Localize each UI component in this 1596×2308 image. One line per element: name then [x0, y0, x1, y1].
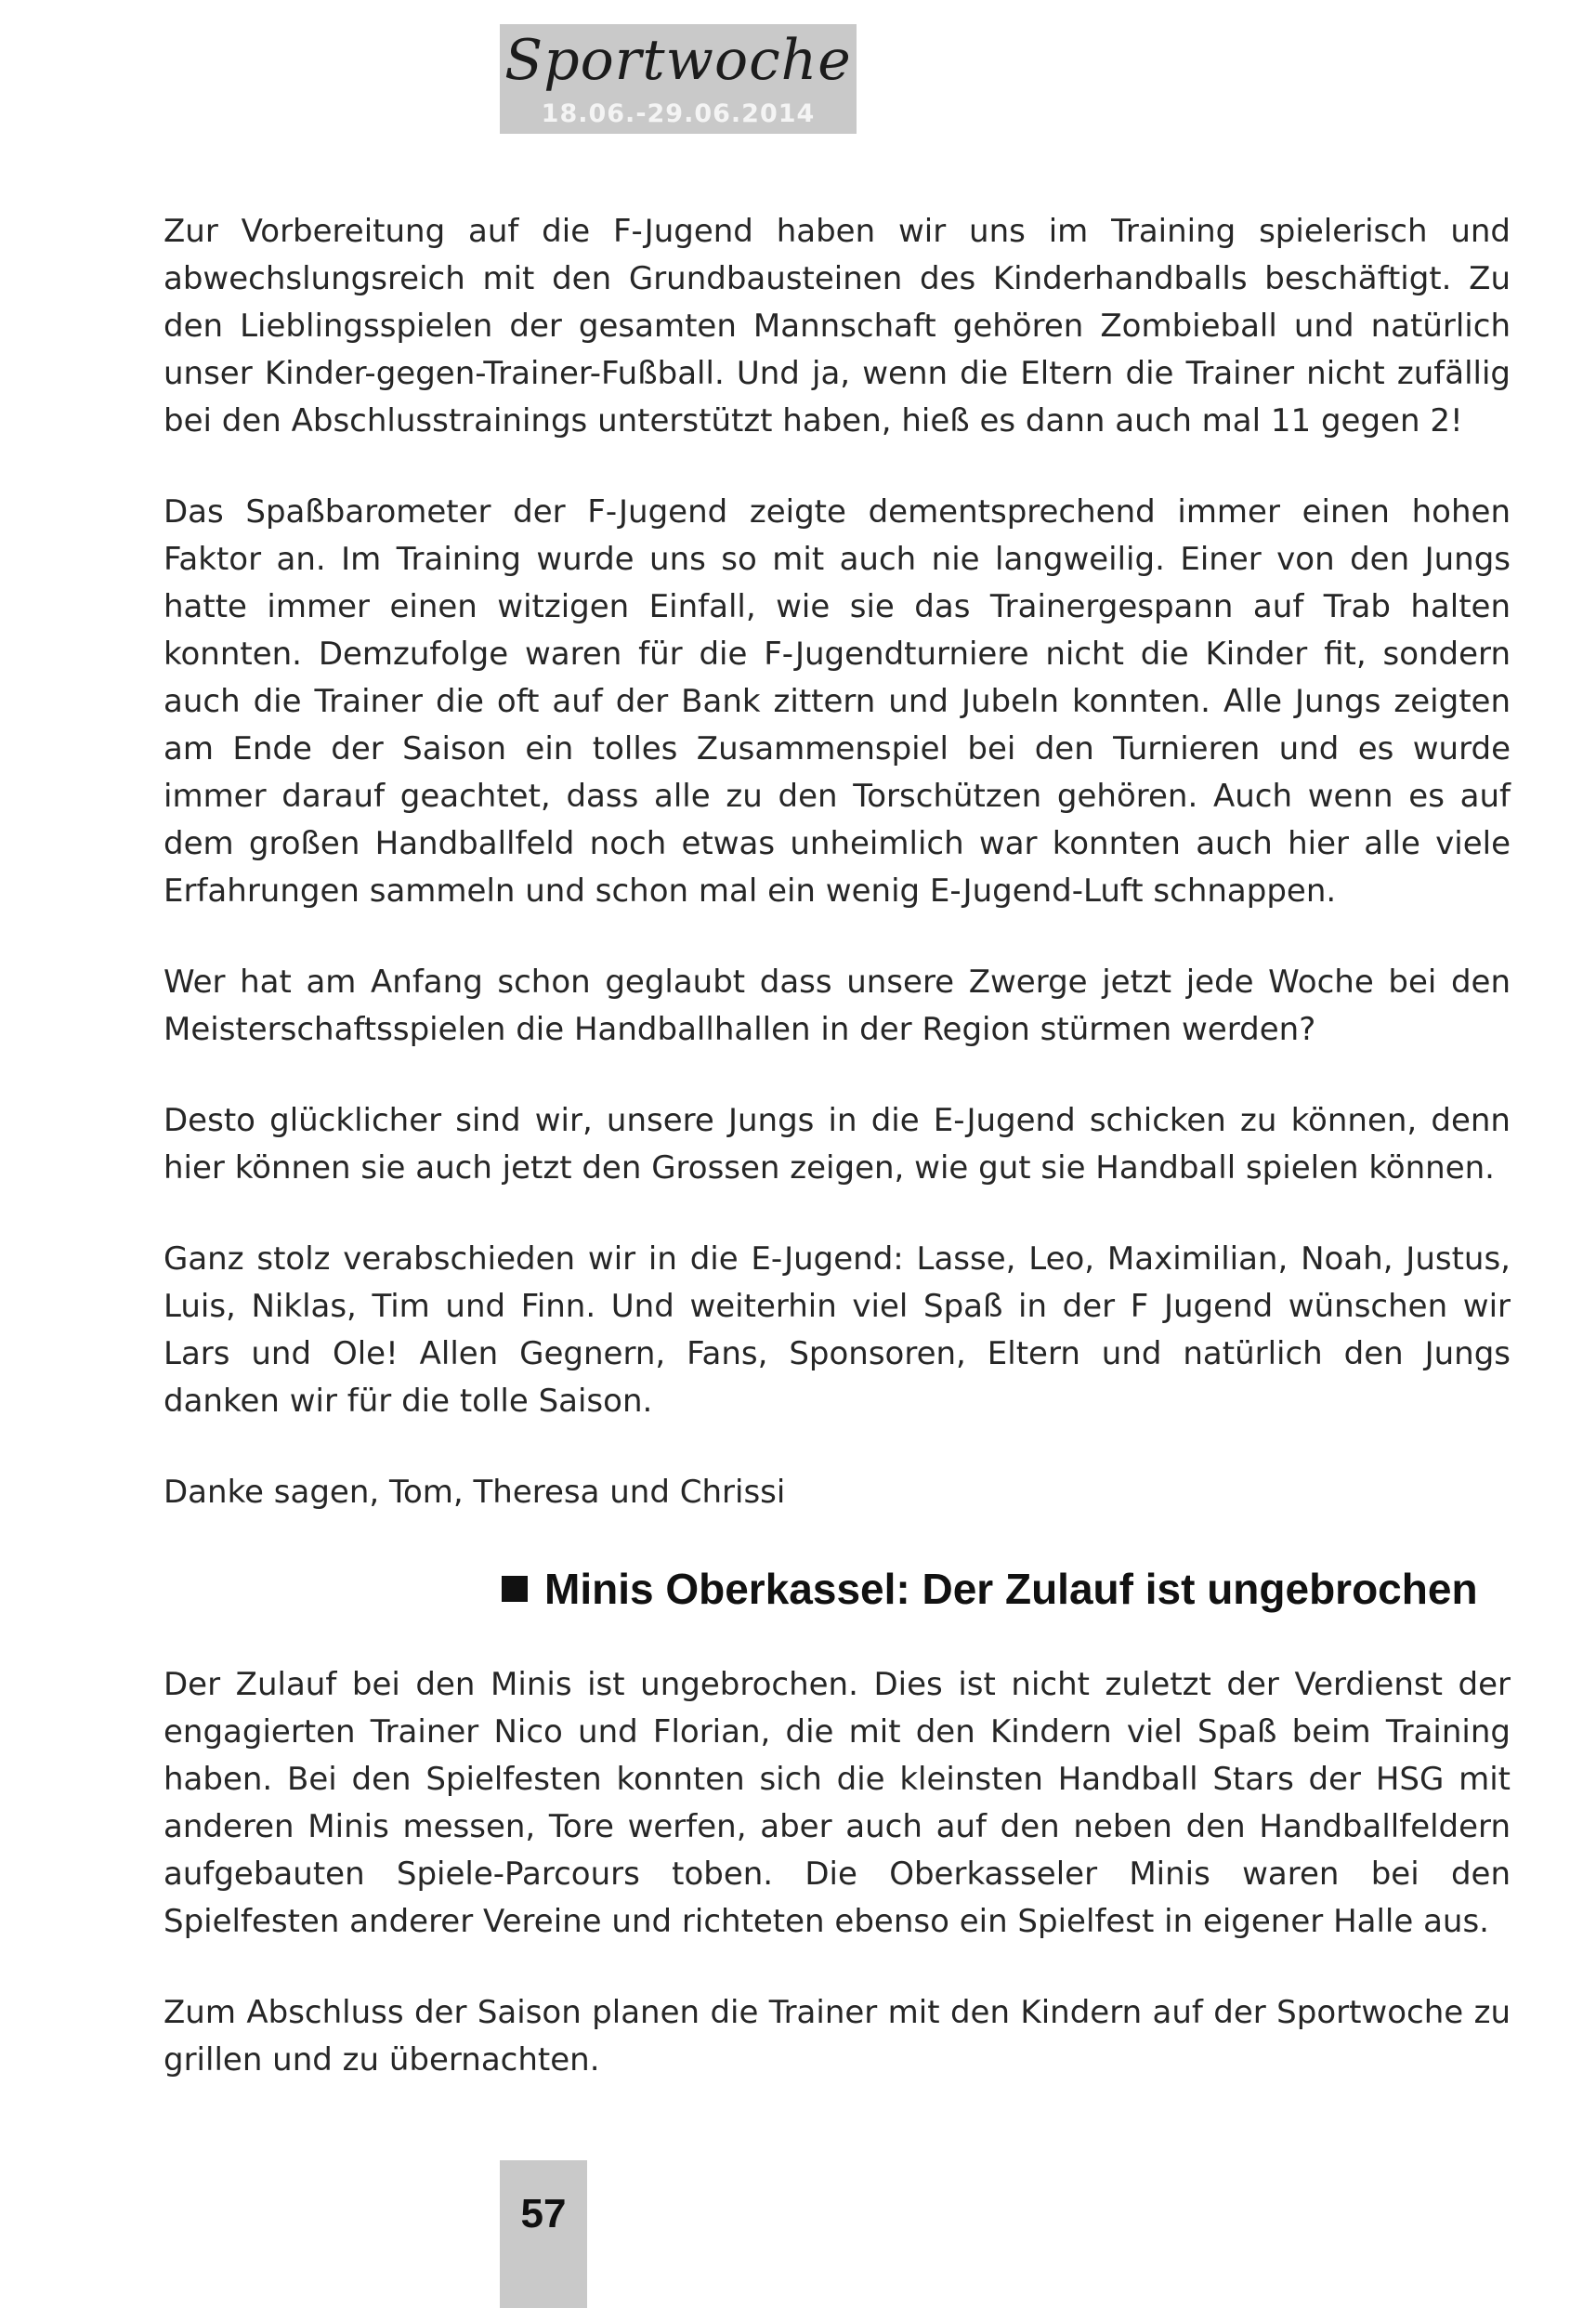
paragraph: Zur Vorbereitung auf die F-Jugend haben wir uns im Training spielerisch und abwechslungsreich mit den Grundbausteinen des Kinderhandballs beschäftigt. Zu den Lieblingsspielen der gesamten Mannschaft gehören Zombieball und natürlich unser Kinder-gegen-Trainer-Fußball. Und ja, wenn die Eltern die Trainer nicht zufällig bei den Abschlusstrainings unterstützt haben, hieß es dann auch mal 11 gegen 2! — [164, 213, 1511, 439]
paragraph: Ganz stolz verabschieden wir in die E-Jugend: Lasse, Leo, Maximilian, Noah, Justus, Luis, Niklas, Tim und Finn. Und weiterhin viel Spaß in der F Jugend wünschen wir Lars und Ole! Allen Gegnern, Fans, Sponsoren, Eltern und natürlich den Jungs danken wir für die tolle Saison. — [164, 1240, 1511, 1420]
signature-line: Danke sagen, Tom, Theresa und Chrissi — [164, 1474, 786, 1511]
article-body — [164, 1661, 1511, 2128]
header-title: Sportwoche — [504, 28, 852, 93]
section-heading — [502, 1561, 1524, 1617]
paragraph: Das Spaßbarometer der F-Jugend zeigte dementsprechend immer einen hohen Faktor an. Im Training wurde uns so mit auch nie langweilig. Einer von den Jungs hatte immer einen witzigen Einfall, wie sie das Trainergespann auf Trab halten konnten. Demzufolge waren für die F-Jugendturniere nicht die Kinder fit, sondern auch die Trainer die oft auf der Bank zittern und Jubeln konnten. Alle Jungs zeigten am Ende der Saison ein tolles Zusammenspiel bei den Turnieren und es wurde immer darauf geachtet, dass alle zu den Torschützen gehören. Auch wenn es auf dem großen Handballfeld noch etwas unheimlich war konnten auch hier alle viele Erfahrungen sammeln und schon mal ein wenig E-Jugend-Luft schnappen. — [164, 493, 1511, 910]
page-number: 57 — [520, 2191, 567, 2236]
paragraph: Desto glücklicher sind wir, unsere Jungs in die E-Jugend schicken zu können, denn hier können sie auch jetzt den Grossen zeigen, wie gut sie Handball spielen können. — [164, 1102, 1511, 1187]
paragraph: Wer hat am Anfang schon geglaubt dass unsere Zwerge jetzt jede Woche bei den Meisterschaftsspielen die Handballhallen in der Region stürmen werden? — [164, 964, 1511, 1048]
header-date: 18.06.-29.06.2014 — [541, 99, 816, 128]
page-number-box — [500, 2160, 587, 2308]
header-box — [500, 24, 857, 134]
article-body — [164, 208, 1511, 1560]
paragraph: Der Zulauf bei den Minis ist ungebrochen. Dies ist nicht zuletzt der Verdienst der engagierten Trainer Nico und Florian, die mit den Kindern viel Spaß beim Training haben. Bei den Spielfesten konnten sich die kleinsten Handball Stars der HSG mit anderen Minis messen, Tore werfen, aber auch auf den neben den Handballfeldern aufgebauten Spiele-Parcours toben. Die Oberkasseler Minis waren bei den Spielfesten anderer Vereine und richteten ebenso ein Spielfest in eigener Halle aus. — [164, 1666, 1511, 1940]
section-heading-text: Minis Oberkassel: Der Zulauf ist ungebrochen — [544, 1565, 1478, 1613]
paragraph: Zum Abschluss der Saison planen die Trainer mit den Kindern auf der Sportwoche zu grillen und zu übernachten. — [164, 1994, 1511, 2079]
square-bullet-icon — [502, 1576, 528, 1602]
